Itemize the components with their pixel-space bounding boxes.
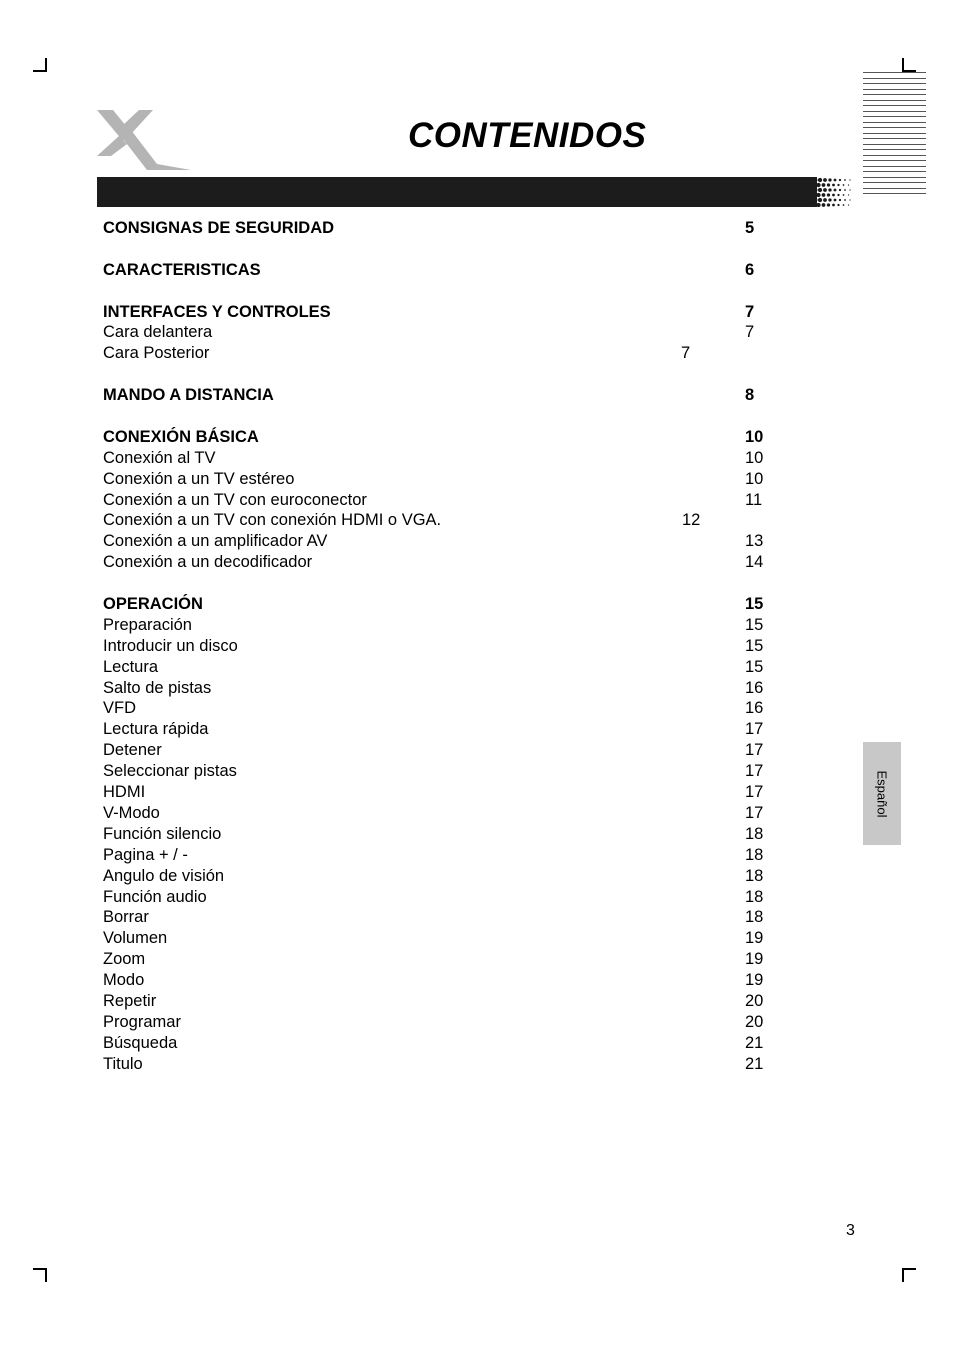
toc-entry-page: 15: [745, 657, 764, 676]
toc-entry-label: MANDO A DISTANCIA: [103, 386, 274, 405]
bar-dot: [844, 189, 846, 191]
toc-entry: [103, 845, 803, 866]
toc-entry-page: 16: [745, 678, 764, 697]
bar-dot: [832, 184, 835, 187]
bar-dot: [823, 178, 827, 182]
toc-section-heading: [103, 302, 803, 323]
bar-dot: [818, 178, 822, 182]
bar-dot: [839, 179, 841, 181]
bar-dot: [843, 194, 845, 196]
bar-dot: [832, 204, 835, 207]
toc-entry: [103, 1033, 803, 1054]
toc-entry-label: Función silencio: [103, 824, 222, 843]
bar-dot: [849, 179, 850, 180]
bar-dot: [822, 183, 826, 187]
bar-dot: [844, 179, 846, 181]
bar-dot: [837, 204, 839, 206]
toc-entry: [103, 636, 803, 657]
bar-dot: [827, 183, 830, 186]
crop-mark-bottom-right: [902, 1268, 916, 1282]
toc-entry-page: 10: [745, 469, 764, 488]
toc-section-heading: [103, 260, 803, 281]
page-number: 3: [846, 1222, 855, 1239]
stripe-line: [863, 171, 926, 172]
stripe-line: [863, 188, 926, 189]
toc-entry-page: 19: [745, 929, 764, 948]
stripe-line: [863, 100, 926, 101]
toc-entry-page: 17: [745, 803, 764, 822]
toc-entry-page: 7: [745, 323, 755, 342]
stripe-line: [863, 72, 926, 73]
toc-entry-page: 21: [745, 1054, 764, 1073]
toc-entry-page: 17: [745, 762, 764, 781]
toc-entry: [103, 949, 803, 970]
stripe-line: [863, 122, 926, 123]
crop-mark-top-right: [902, 58, 916, 72]
toc-entry-page: 7: [745, 302, 755, 321]
bar-dot: [818, 188, 822, 192]
bar-dot: [818, 198, 822, 202]
toc-entry-page: 19: [745, 971, 764, 990]
toc-entry: [103, 907, 803, 928]
toc-entry-page: 8: [745, 386, 755, 405]
toc-entry: [103, 657, 803, 678]
toc-entry-label: Pagina + / -: [103, 845, 188, 864]
toc-entry-page: 12: [682, 511, 701, 530]
bar-dot: [813, 188, 818, 193]
header-bar-dot-fade: [812, 177, 854, 207]
toc-entry-page: 10: [745, 448, 764, 467]
bar-dot: [849, 199, 850, 200]
stripe-line: [863, 111, 926, 112]
stripe-line: [863, 155, 926, 156]
bar-dot: [828, 198, 831, 201]
toc-entry-page: 17: [745, 720, 764, 739]
toc-entry-page: 6: [745, 260, 755, 279]
bar-dot: [832, 194, 835, 197]
stripe-line: [863, 89, 926, 90]
toc-entry-page: 17: [745, 783, 764, 802]
toc-entry: [103, 719, 803, 740]
language-tab: [863, 742, 901, 845]
toc-entry-page: 16: [745, 699, 764, 718]
bar-dot: [834, 189, 837, 192]
toc-entry-label: Zoom: [103, 950, 146, 969]
toc-entry-page: 13: [745, 532, 764, 551]
toc-entry: [103, 782, 803, 803]
stripe-line: [863, 83, 926, 84]
toc-entry: [103, 928, 803, 949]
crop-mark-top-left: [33, 58, 47, 72]
toc-entry-page: 18: [745, 866, 764, 885]
bar-dot: [812, 203, 816, 207]
toc-entry-page: 18: [745, 824, 764, 843]
toc-entry: [103, 1012, 803, 1033]
bar-dot: [812, 193, 816, 198]
bar-dot: [848, 204, 849, 205]
toc-entry-label: Conexión al TV: [103, 448, 216, 467]
toc-entry: [103, 343, 803, 364]
toc-entry-page: 18: [745, 887, 764, 906]
toc-entry-label: Modo: [103, 971, 145, 990]
toc-entry: [103, 991, 803, 1012]
toc-entry: [103, 970, 803, 991]
toc-entry: [103, 469, 803, 490]
bar-dot: [822, 203, 826, 207]
toc-entry-label: Conexión a un TV estéreo: [103, 469, 295, 488]
bar-dot: [834, 179, 837, 182]
stripe-line: [863, 116, 926, 117]
stripe-line: [863, 193, 926, 194]
bar-dot: [839, 189, 841, 191]
toc-entry: [103, 698, 803, 719]
toc-entry-page: 15: [745, 615, 764, 634]
toc-entry-label: Conexión a un decodificador: [103, 553, 313, 572]
toc-entry-label: Preparación: [103, 615, 192, 634]
bar-dot: [837, 194, 839, 196]
bar-dot: [816, 193, 820, 197]
bar-dot: [827, 203, 830, 206]
toc-entry-label: INTERFACES Y CONTROLES: [103, 302, 331, 321]
bar-dot: [827, 193, 830, 196]
bar-dot: [848, 184, 849, 185]
stripe-line: [863, 160, 926, 161]
toc-entry-label: OPERACIÓN: [103, 595, 203, 614]
bar-dot: [822, 193, 826, 197]
toc-entry-page: 7: [681, 344, 691, 363]
toc-entry: [103, 1054, 803, 1075]
toc-entry-page: 18: [745, 908, 764, 927]
bar-dot: [849, 189, 850, 190]
toc-entry-page: 19: [745, 950, 764, 969]
toc-entry-label: CONSIGNAS DE SEGURIDAD: [103, 219, 335, 237]
stripe-line: [863, 127, 926, 128]
toc-entry-label: Función audio: [103, 887, 207, 906]
toc-entry: [103, 761, 803, 782]
toc-entry-page: 15: [745, 595, 764, 614]
toc-entry-label: Introducir un disco: [103, 636, 238, 655]
toc-entry-page: 5: [745, 219, 755, 237]
toc-entry-label: Borrar: [103, 908, 149, 927]
bar-dot: [828, 188, 831, 191]
toc-entry-label: Búsqueda: [103, 1033, 178, 1052]
bar-dot: [816, 203, 820, 207]
toc-entry: [103, 824, 803, 845]
toc-entry: [103, 803, 803, 824]
toc-entry-label: Lectura rápida: [103, 720, 209, 739]
toc-entry-page: 15: [745, 636, 764, 655]
toc-entry-page: 17: [745, 741, 764, 760]
toc-section-heading: [103, 218, 803, 239]
toc-entry: [103, 510, 803, 531]
toc-entry-label: Cara delantera: [103, 323, 213, 342]
page-title: CONTENIDOS: [408, 116, 647, 155]
toc-entry: [103, 887, 803, 908]
toc-entry-page: 18: [745, 845, 764, 864]
toc-entry-label: VFD: [103, 699, 136, 718]
toc-entry-label: Volumen: [103, 929, 168, 948]
bar-dot: [812, 183, 816, 188]
bar-dot: [844, 199, 846, 201]
stripe-line: [863, 166, 926, 167]
toc-section-heading: [103, 594, 803, 615]
toc-entry-page: 21: [745, 1033, 764, 1052]
stripe-line: [863, 138, 926, 139]
toc-entry-label: V-Modo: [103, 803, 160, 822]
toc-entry-label: Seleccionar pistas: [103, 762, 237, 781]
bar-dot: [823, 188, 827, 192]
bar-dot: [843, 184, 845, 186]
table-of-contents: [103, 218, 803, 1075]
toc-entry: [103, 552, 803, 573]
toc-entry: [103, 615, 803, 636]
toc-entry-label: Angulo de visión: [103, 866, 225, 885]
brand-logo-x: [95, 108, 193, 172]
toc-entry-label: Salto de pistas: [103, 678, 212, 697]
bar-dot: [816, 183, 820, 187]
stripe-line: [863, 177, 926, 178]
stripe-line: [863, 78, 926, 79]
toc-entry-label: HDMI: [103, 783, 146, 802]
stripe-line: [863, 133, 926, 134]
toc-entry-label: CARACTERISTICAS: [103, 260, 261, 279]
toc-entry-label: Conexión a un TV con euroconector: [103, 490, 367, 509]
toc-entry: [103, 490, 803, 511]
toc-entry-label: Titulo: [103, 1054, 143, 1073]
toc-entry-label: Conexión a un TV con conexión HDMI o VGA.: [103, 511, 442, 530]
toc-entry: [103, 531, 803, 552]
header-bar: [97, 177, 817, 207]
bar-dot: [813, 178, 818, 183]
stripe-line: [863, 182, 926, 183]
bar-dot: [839, 199, 841, 201]
toc-entry-label: Conexión a un amplificador AV: [103, 532, 328, 551]
toc-entry-page: 20: [745, 1012, 764, 1031]
toc-section-heading: [103, 427, 803, 448]
toc-entry: [103, 322, 803, 343]
bar-dot: [828, 178, 831, 181]
toc-entry-label: Programar: [103, 1012, 181, 1031]
toc-entry-label: Lectura: [103, 657, 159, 676]
toc-entry-page: 10: [745, 427, 764, 446]
toc-entry-page: 11: [745, 490, 763, 509]
toc-entry: [103, 740, 803, 761]
crop-mark-bottom-left: [33, 1268, 47, 1282]
toc-entry: [103, 866, 803, 887]
toc-entry: [103, 448, 803, 469]
decorative-stripes: [863, 72, 926, 200]
bar-dot: [837, 184, 839, 186]
stripe-line: [863, 144, 926, 145]
toc-entry-label: Repetir: [103, 991, 157, 1010]
stripe-line: [863, 149, 926, 150]
stripe-line: [863, 105, 926, 106]
bar-dot: [848, 194, 849, 195]
language-tab-label: Español: [874, 770, 890, 817]
bar-dot: [843, 204, 845, 206]
toc-entry-label: CONEXIÓN BÁSICA: [103, 427, 259, 446]
toc-entry-label: Detener: [103, 741, 162, 760]
toc-entry-label: Cara Posterior: [103, 344, 210, 363]
toc-section-heading: [103, 385, 803, 406]
toc-entry-page: 14: [745, 553, 764, 572]
bar-dot: [834, 199, 837, 202]
toc-entry: [103, 678, 803, 699]
bar-dot: [813, 198, 818, 203]
toc-entry-page: 20: [745, 991, 764, 1010]
bar-dot: [823, 198, 827, 202]
stripe-line: [863, 94, 926, 95]
